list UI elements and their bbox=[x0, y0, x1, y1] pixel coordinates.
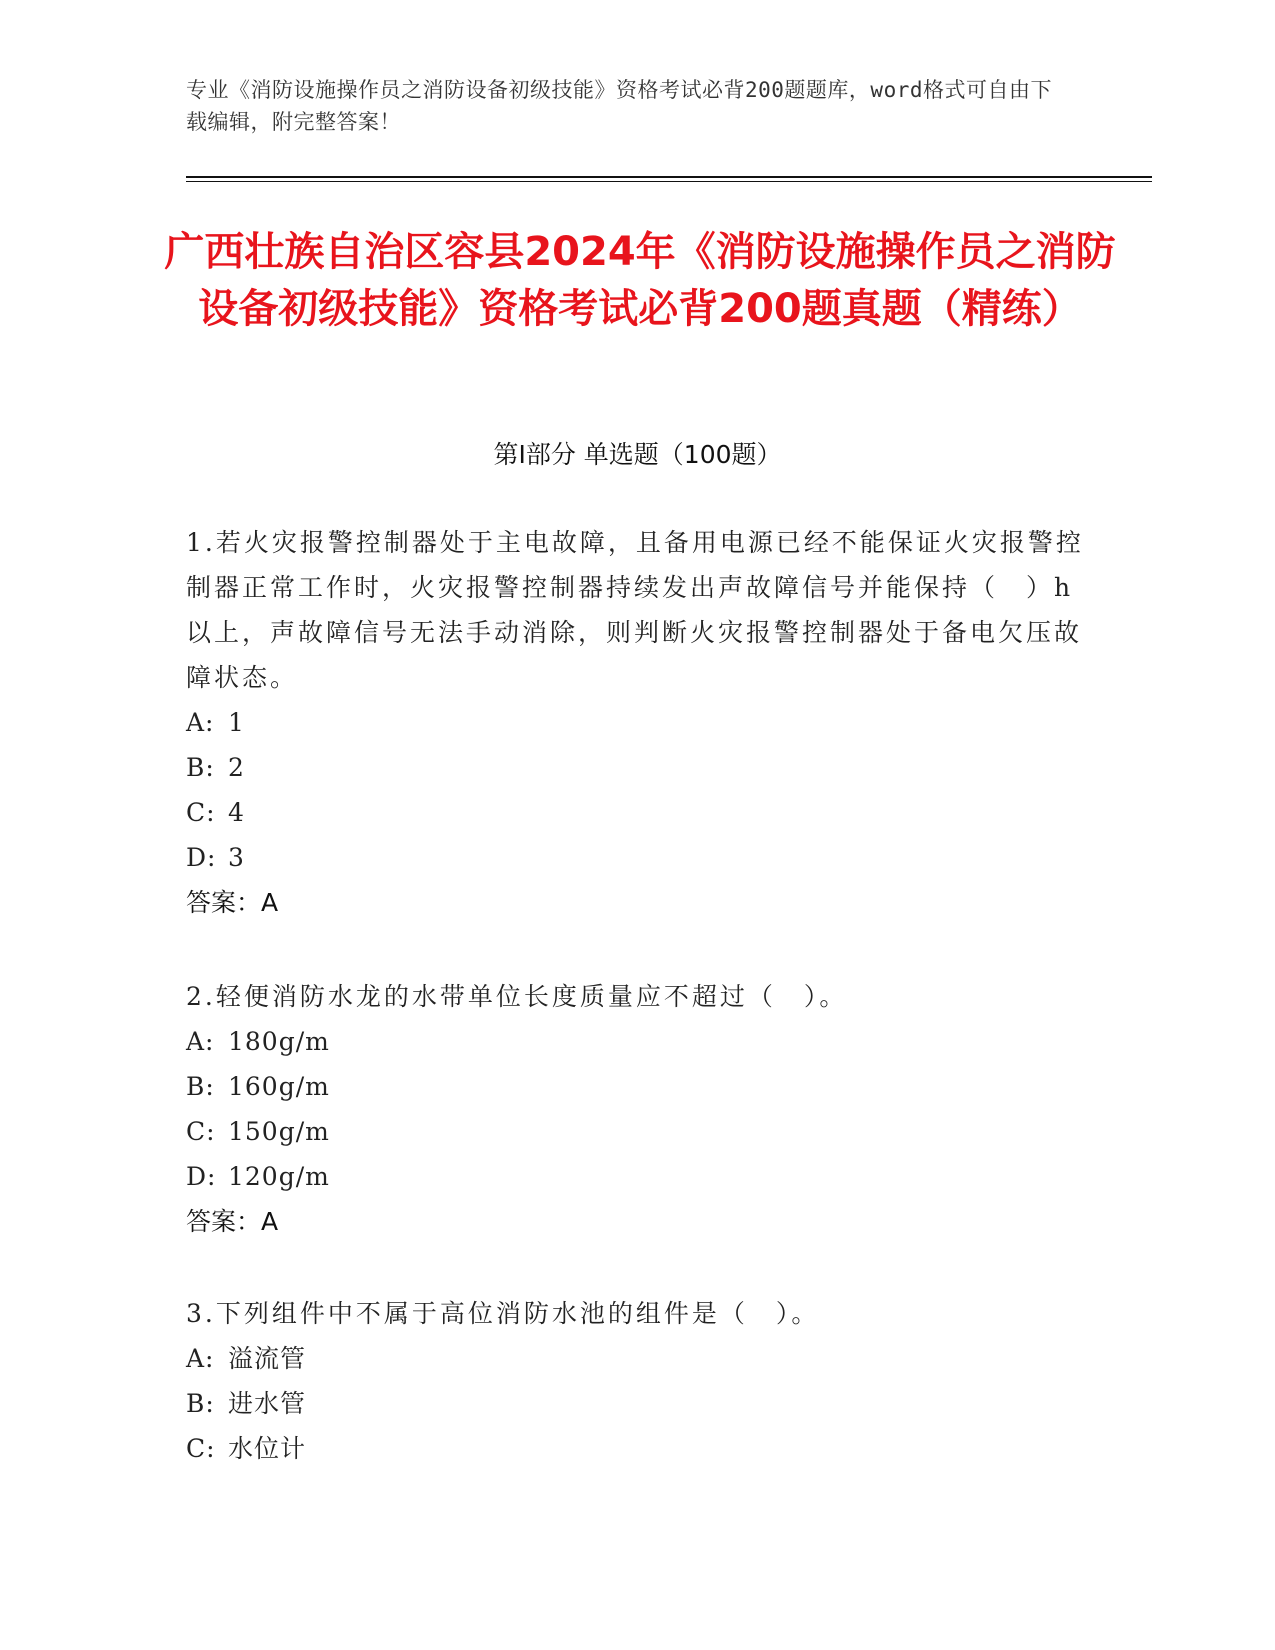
option-text: 水位计 bbox=[228, 1434, 307, 1463]
answer-line bbox=[186, 880, 1086, 925]
answer-line bbox=[186, 1199, 1086, 1244]
question-3 bbox=[186, 1291, 1086, 1471]
option-a bbox=[186, 700, 1086, 745]
answer-label: 答案： bbox=[186, 1207, 262, 1236]
option-text: 150g/m bbox=[228, 1117, 330, 1146]
section-heading: 第Ⅰ部分 单选题（100题） bbox=[493, 440, 782, 469]
option-label: B: bbox=[186, 1072, 215, 1101]
option-b bbox=[186, 1381, 1086, 1426]
option-label: A: bbox=[186, 1027, 215, 1056]
option-text: 2 bbox=[228, 753, 245, 782]
option-text: 180g/m bbox=[228, 1027, 330, 1056]
option-label: B: bbox=[186, 1389, 215, 1418]
option-a bbox=[186, 1336, 1086, 1381]
header-note: 专业《消防设施操作员之消防设备初级技能》资格考试必背200题题库，word格式可自由下载编辑，附完整答案！ bbox=[186, 78, 1052, 134]
option-label: C: bbox=[186, 1117, 216, 1146]
option-c bbox=[186, 790, 1086, 835]
option-label: C: bbox=[186, 1434, 216, 1463]
option-text: 160g/m bbox=[228, 1072, 330, 1101]
question-text: 2.轻便消防水龙的水带单位长度质量应不超过（ ）。 bbox=[186, 982, 848, 1011]
answer-label: 答案： bbox=[186, 888, 262, 917]
option-text: 进水管 bbox=[228, 1389, 307, 1418]
option-label: C: bbox=[186, 798, 216, 827]
option-label: D: bbox=[186, 843, 217, 872]
question-text: 3.下列组件中不属于高位消防水池的组件是（ ）。 bbox=[186, 1299, 820, 1328]
option-c bbox=[186, 1109, 1086, 1154]
option-text: 120g/m bbox=[228, 1162, 330, 1191]
option-text: 4 bbox=[228, 798, 245, 827]
option-text: 溢流管 bbox=[228, 1344, 307, 1373]
question-1 bbox=[186, 520, 1086, 925]
option-text: 1 bbox=[228, 708, 245, 737]
option-d bbox=[186, 1154, 1086, 1199]
option-d bbox=[186, 835, 1086, 880]
option-text: 3 bbox=[228, 843, 245, 872]
option-b bbox=[186, 745, 1086, 790]
answer-value: A bbox=[261, 1207, 279, 1236]
option-c bbox=[186, 1426, 1086, 1471]
option-label: B: bbox=[186, 753, 215, 782]
option-label: A: bbox=[186, 708, 215, 737]
option-b bbox=[186, 1064, 1086, 1109]
answer-value: A bbox=[261, 888, 279, 917]
option-label: A: bbox=[186, 1344, 215, 1373]
question-2 bbox=[186, 974, 1086, 1244]
document-title: 广西壮族自治区容县2024年《消防设施操作员之消防设备初级技能》资格考试必背200题真题（精练） bbox=[164, 229, 1116, 332]
header-divider-thin bbox=[186, 181, 1152, 182]
question-text: 1.若火灾报警控制器处于主电故障，且备用电源已经不能保证火灾报警控制器正常工作时，火灾报警控制器持续发出声故障信号并能保持（ ）h以上，声故障信号无法手动消除，则判断火灾报警控制器处于备电欠压故障状态。 bbox=[186, 528, 1084, 692]
header-divider-thick bbox=[186, 176, 1152, 178]
option-label: D: bbox=[186, 1162, 217, 1191]
option-a bbox=[186, 1019, 1086, 1064]
